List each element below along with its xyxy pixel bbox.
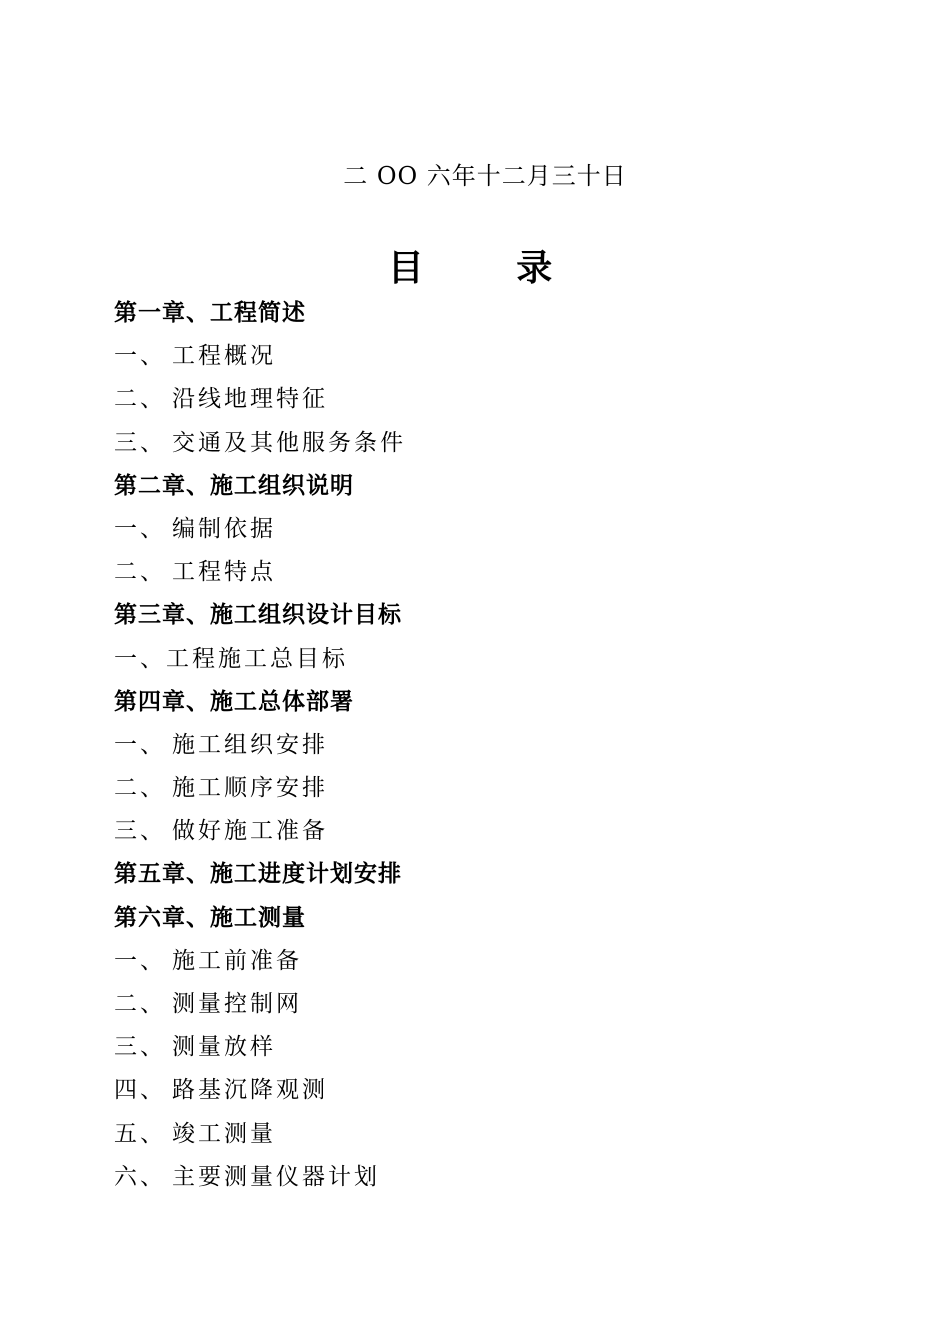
toc-section-number: 三、 (114, 429, 166, 456)
toc-section-label: 交通及其他服务条件 (172, 429, 406, 456)
toc-section-label: 工程施工总目标 (166, 645, 348, 672)
toc-chapter: 第一章、工程简述 (114, 300, 306, 326)
toc-section-label: 工程概况 (172, 343, 276, 370)
toc-section (114, 1026, 814, 1069)
toc-section (114, 335, 814, 378)
toc-section-number: 一、 (114, 515, 166, 542)
toc-section-number: 三、 (114, 1034, 166, 1061)
toc-section-number: 一、 (114, 947, 166, 974)
toc-section (114, 1113, 814, 1156)
toc-section (114, 724, 814, 767)
toc-chapter: 第三章、施工组织设计目标 (114, 602, 402, 629)
toc-section-label: 施工顺序安排 (172, 775, 328, 802)
toc-section-number: 二、 (114, 386, 166, 413)
toc-section-label: 施工组织安排 (172, 731, 328, 758)
toc-section-number: 六、 (114, 1163, 166, 1190)
toc-section-number: 二、 (114, 775, 166, 802)
toc-section-label: 主要测量仪器计划 (172, 1163, 380, 1190)
toc-section (114, 940, 814, 983)
toc-section (114, 1069, 814, 1112)
toc-section-number: 四、 (114, 1077, 166, 1104)
toc-section-label: 沿线地理特征 (172, 386, 328, 413)
toc-section (114, 638, 814, 681)
toc-chapter: 第二章、施工组织说明 (114, 472, 354, 499)
toc-chapter: 第四章、施工总体部署 (114, 688, 354, 715)
toc-section-label: 竣工测量 (172, 1120, 276, 1147)
toc-section (114, 551, 814, 594)
toc-section-label: 路基沉降观测 (172, 1077, 328, 1104)
toc-section (114, 983, 814, 1026)
toc-section-number: 一、 (114, 645, 166, 672)
toc-section-number: 二、 (114, 991, 166, 1017)
toc-chapter: 第六章、施工测量 (114, 904, 306, 931)
toc-section (114, 1156, 814, 1199)
toc-section-number: 三、 (114, 818, 166, 845)
toc-section-number: 二、 (114, 559, 166, 586)
toc-section (114, 508, 814, 551)
toc-section-label: 测量放样 (172, 1034, 276, 1061)
toc-section-label: 施工前准备 (172, 947, 302, 974)
toc-section-label: 测量控制网 (172, 991, 302, 1017)
toc-chapter: 第五章、施工进度计划安排 (114, 861, 402, 888)
toc-section-label: 工程特点 (172, 559, 276, 586)
toc-section (114, 422, 814, 465)
toc-section-label: 编制依据 (172, 515, 276, 542)
document-date: 二 OO 六年十二月三十日 (343, 162, 627, 190)
toc-section (114, 810, 814, 853)
toc-title: 目 录 (387, 248, 593, 289)
toc-section-number: 五、 (114, 1120, 166, 1147)
table-of-contents (114, 292, 814, 1199)
toc-section-number: 一、 (114, 731, 166, 758)
toc-section (114, 767, 814, 810)
toc-section-number: 一、 (114, 343, 166, 370)
toc-section-label: 做好施工准备 (172, 818, 328, 845)
toc-section (114, 378, 814, 421)
